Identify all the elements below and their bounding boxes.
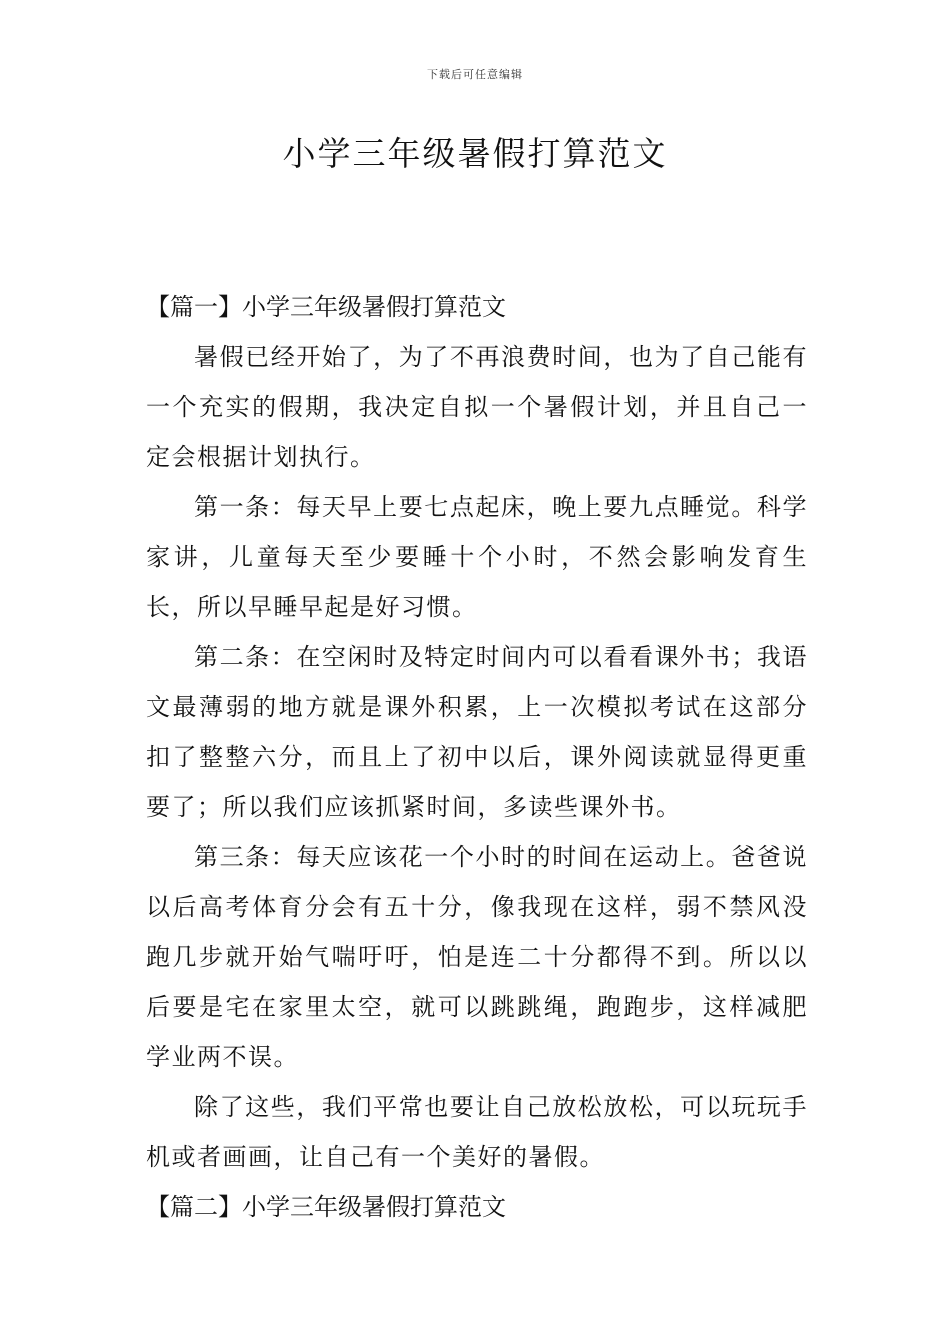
document-title: 小学三年级暑假打算范文 <box>282 134 668 173</box>
section-heading-2: 【篇二】小学三年级暑假打算范文 <box>146 1193 506 1221</box>
paragraph-closing: 除了这些，我们平常也要让自己放松放松，可以玩玩手机或者画画，让自己有一个美好的暑假。 <box>146 1093 808 1171</box>
paragraph-rule-2: 第二条：在空闲时及特定时间内可以看看课外书；我语文最薄弱的地方就是课外积累，上一次模拟考试在这部分扣了整整六分，而且上了初中以后，课外阅读就显得更重要了；所以我们应该抓紧时间，多读些课外书。 <box>146 643 808 821</box>
paragraph-rule-3: 第三条：每天应该花一个小时的时间在运动上。爸爸说以后高考体育分会有五十分，像我现在这样，弱不禁风没跑几步就开始气喘吁吁，怕是连二十分都得不到。所以以后要是宅在家里太空，就可以跳跳绳，跑跑步，这样减肥学业两不误。 <box>146 843 808 1071</box>
header-note: 下载后可任意编辑 <box>427 68 523 81</box>
section-heading-1: 【篇一】小学三年级暑假打算范文 <box>146 293 506 321</box>
document-body <box>146 282 808 1232</box>
paragraph-intro: 暑假已经开始了，为了不再浪费时间，也为了自己能有一个充实的假期，我决定自拟一个暑假计划，并且自己一定会根据计划执行。 <box>146 343 808 471</box>
paragraph-rule-1: 第一条：每天早上要七点起床，晚上要九点睡觉。科学家讲，儿童每天至少要睡十个小时，不然会影响发育生长，所以早睡早起是好习惯。 <box>146 493 808 621</box>
